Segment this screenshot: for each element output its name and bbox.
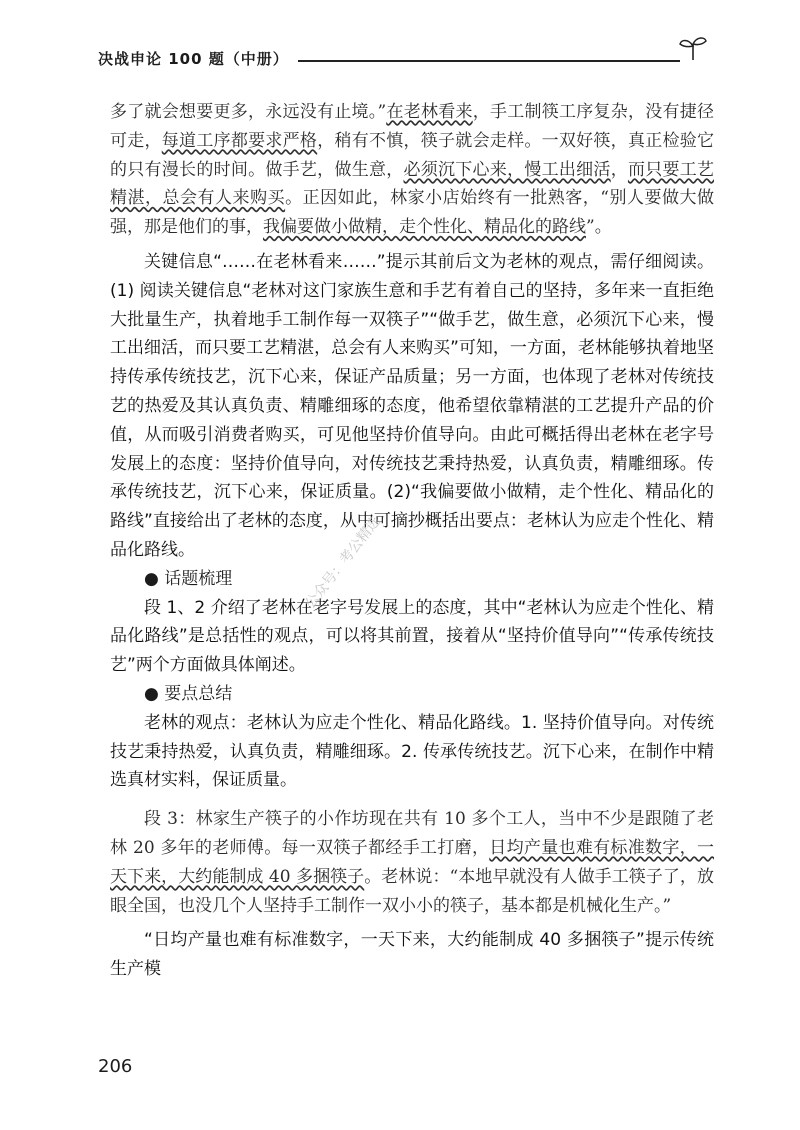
header-title: 决战申论 100 题（中册）	[98, 50, 289, 68]
paragraph-excerpt-3	[110, 805, 714, 920]
header-rule	[298, 60, 680, 62]
underlined-phrase: 每道工序都要求严格	[161, 130, 318, 151]
text-run: ，稍有不慎，筷子就会走样。一双好筷，真正检验它的只有漫长的时间。做手艺，做生意，	[110, 130, 715, 180]
sprout-icon	[678, 34, 708, 62]
bullet-heading-label: 要点总结	[164, 683, 233, 704]
bullet-heading-label: 话题梳理	[164, 568, 233, 589]
text-run: 多了就会想要更多，永远没有止境。”	[110, 102, 387, 122]
bullet-heading-summary	[110, 680, 714, 709]
underlined-phrase: 我偏要做小做精，走个性化、精品化的路线	[263, 217, 586, 238]
text-run: 。老林说：“本地早就没有人做手工筷子了，放眼全国，也没几个人坚持手工制作一双小小的筷子，基本都是机械化生产。”	[110, 866, 714, 916]
black-dot-icon: ●	[144, 683, 159, 704]
underlined-phrase: 在老林看来	[386, 102, 473, 122]
topic-paragraph: 段 1、2 介绍了老林在老字号发展上的态度，其中“老林认为应走个性化、精品化路线”是总括性的观点，可以将其前置，接着从“坚持价值导向”“传承传统技艺”两个方面做具体阐述。	[110, 597, 714, 676]
bullet-heading-topic	[110, 565, 714, 594]
paragraph-excerpt-1	[110, 98, 714, 242]
summary-paragraph: 老林的观点：老林认为应走个性化、精品化路线。1. 坚持价值导向。对传统技艺秉持热爱，认真负责，精雕细琢。2. 传承传统技艺。沉下心来，在制作中精选真材实料，保证质量。	[110, 712, 714, 791]
underlined-phrase: 日均产量也难有标准数字，一天下来，大约能制成 40 多捆筷子	[110, 837, 714, 887]
text-run: ，手工制筷工序复杂，没有捷径可走，	[110, 102, 715, 151]
text-run: 段 3：林家生产筷子的小作坊现在共有 10 多个工人，当中不少是跟随了老林 20 多年的老师傅。每一双筷子都经手工打磨，	[110, 809, 714, 858]
underlined-phrase: 必须沉下心来，慢工出细活	[403, 159, 611, 180]
watermark: 公众号：考公精选	[302, 513, 384, 612]
page-header	[98, 42, 708, 82]
analysis-paragraph-2: “日均产量也难有标准数字，一天下来，大约能制成 40 多捆筷子”提示传统生产模	[110, 930, 714, 980]
text-run: ，	[610, 159, 628, 180]
text-run: ”。	[586, 217, 612, 238]
text-run: 。正因如此，林家小店始终有一批熟客，“别人要做大做强，那是他们的事，	[110, 188, 714, 238]
black-dot-icon: ●	[144, 568, 159, 589]
page-number: 206	[98, 1056, 133, 1077]
underlined-phrase: 而只要工艺精湛，总会有人来购买	[110, 159, 715, 209]
page-body	[110, 98, 714, 984]
analysis-paragraph: 关键信息“……在老林看来……”提示其前后文为老林的观点，需仔细阅读。(1) 阅读关键信息“老林对这门家族生意和手艺有着自己的坚持，多年来一直拒绝大批量生产，执着地手工制作每一双筷子”“做手艺，做生意，必须沉下心来，慢工出细活，而只要工艺精湛，总会有人来购买”可知，一方面，老林能够执着地坚持传承传统技艺，沉下心来，保证产品质量；另一方面，也体现了老林对传统技艺的热爱及其认真负责、精雕细琢的态度，他希望依靠精湛的工艺提升产品的价值，从而吸引消费者购买，可见他坚持价值导向。由此可概括得出老林在老字号发展上的态度：坚持价值导向，对传统技艺秉持热爱，认真负责，精雕细琢。传承传统技艺，沉下心来，保证质量。(2)“我偏要做小做精，走个性化、精品化的路线”直接给出了老林的态度，从中可摘抄概括出要点：老林认为应走个性化、精品化路线。	[110, 251, 714, 560]
